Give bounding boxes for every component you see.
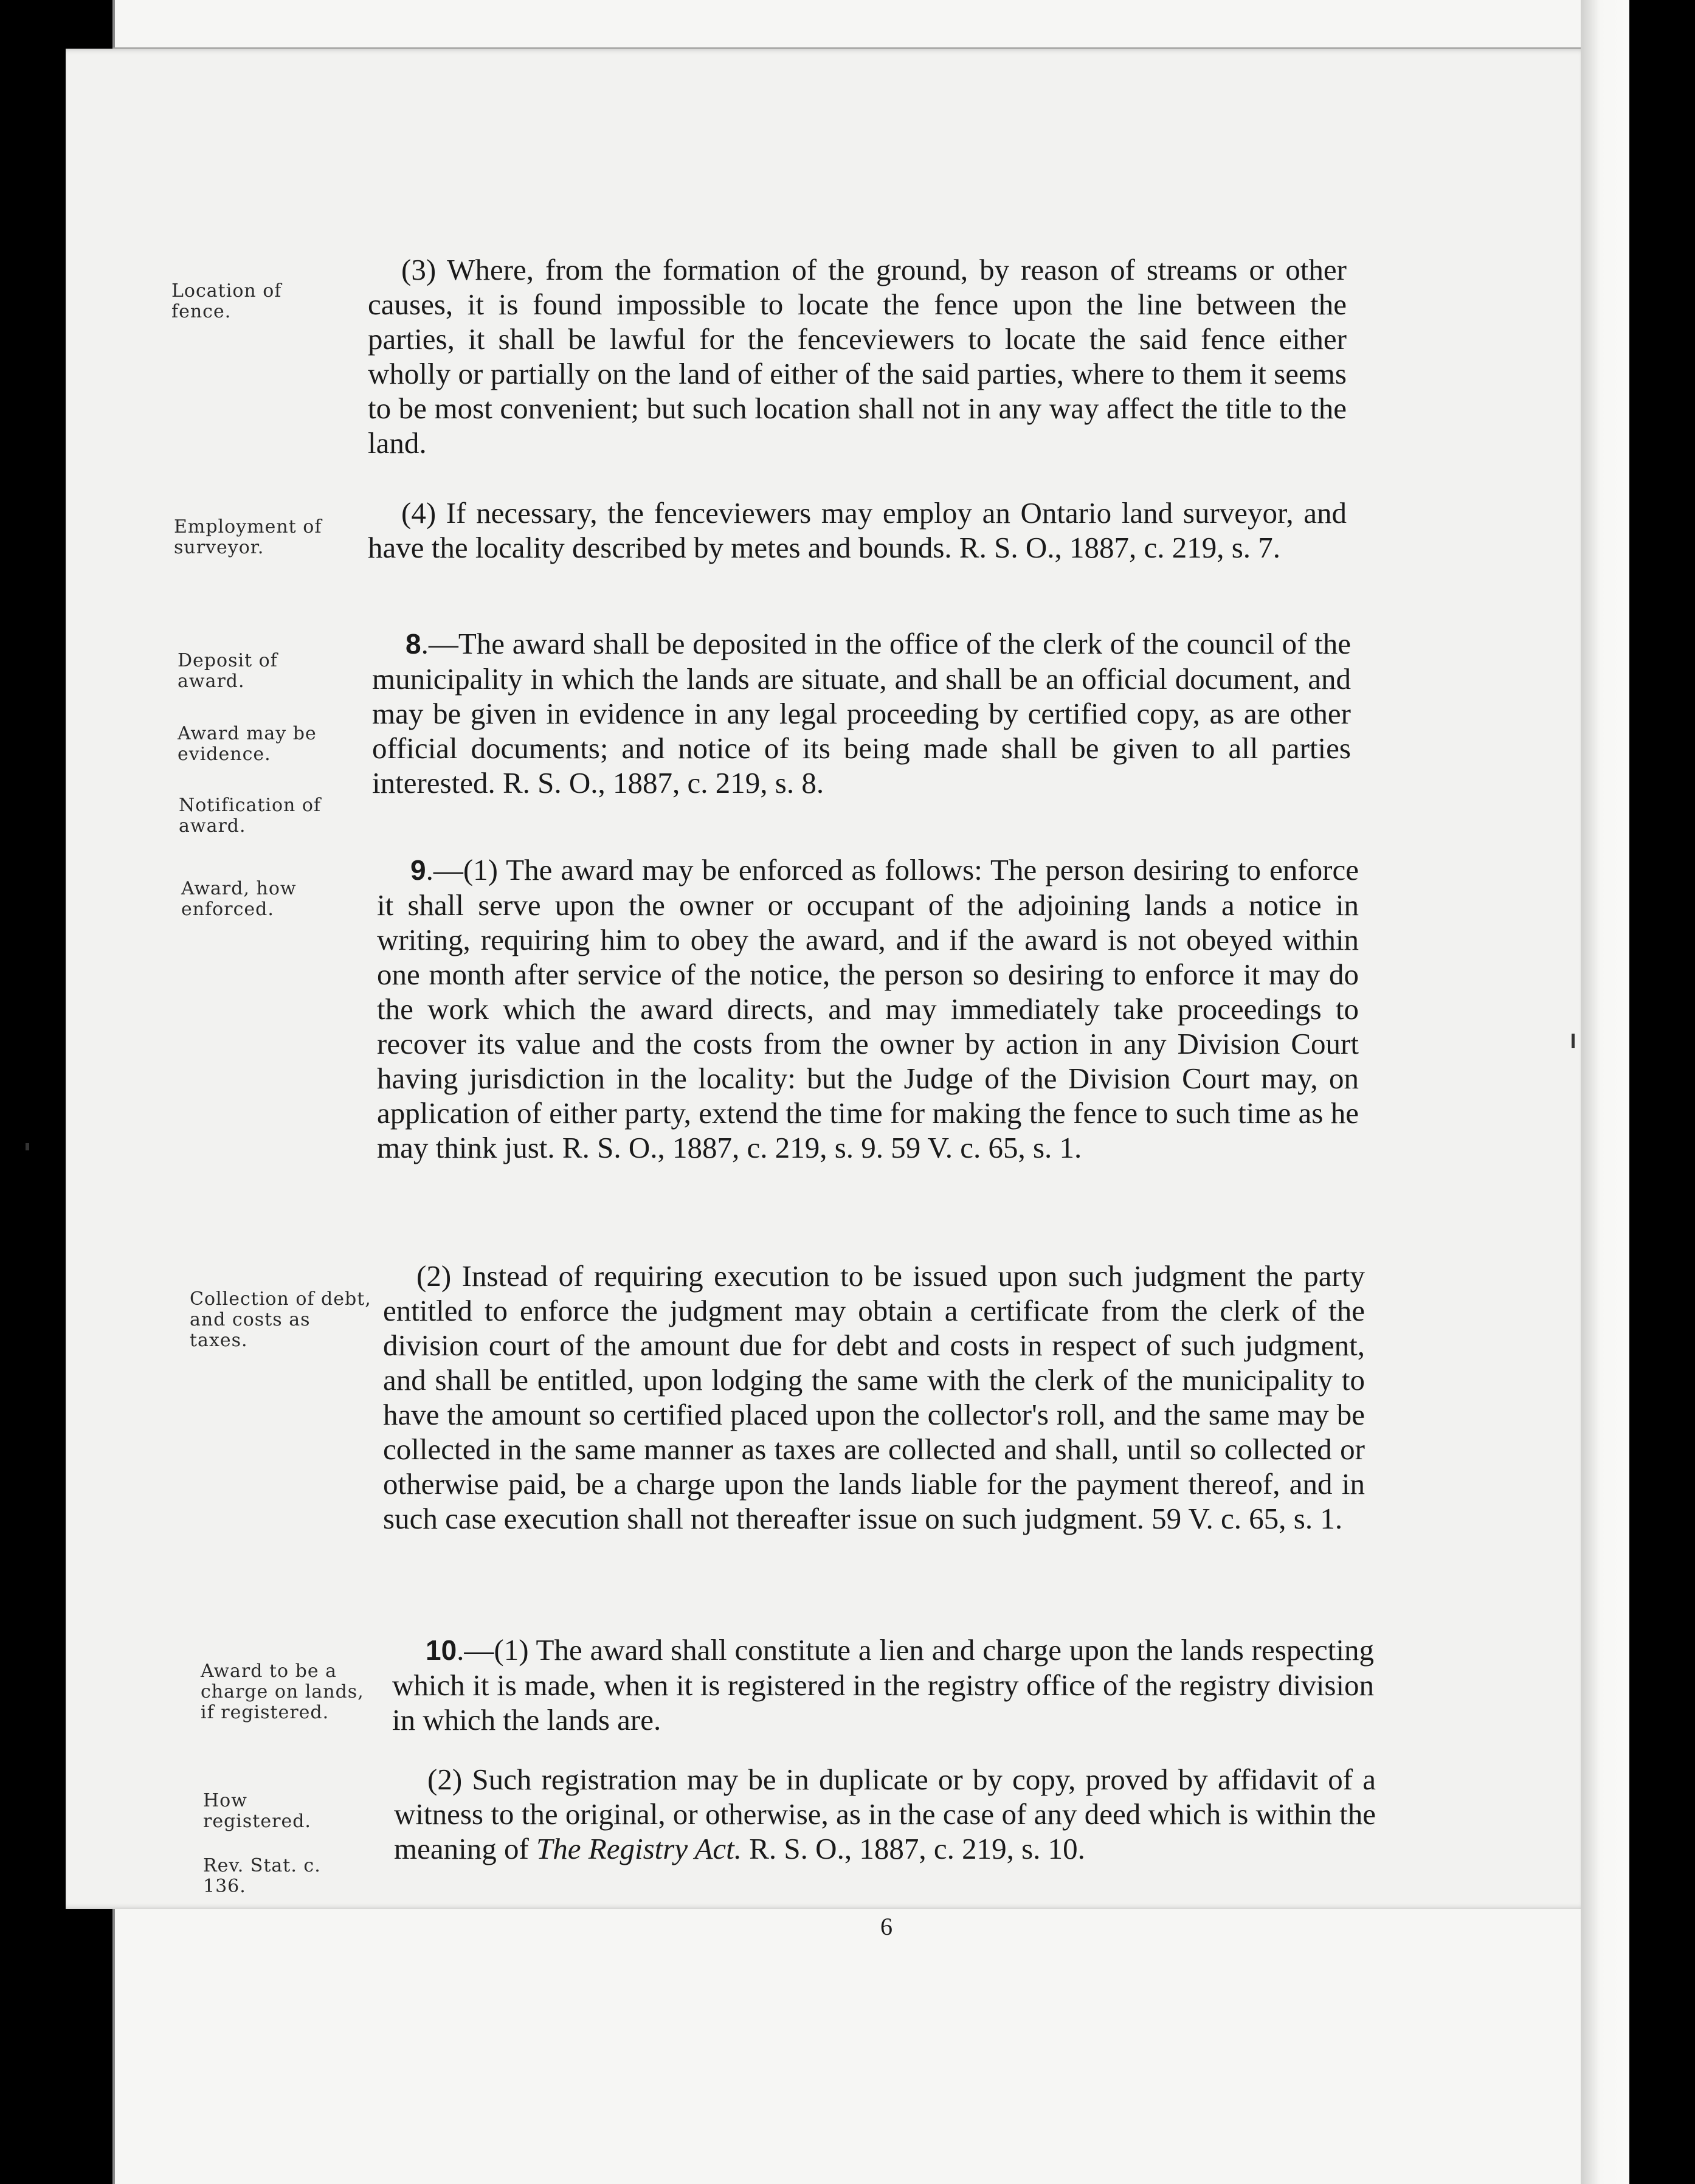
margin-note-collection-of-debt: Collection of debt, and costs as taxes.: [190, 1288, 371, 1351]
section-number-10: 10: [426, 1634, 457, 1666]
section-10-2: [394, 1762, 1376, 1866]
margin-note-award-evidence: Award may be evidence.: [178, 723, 317, 765]
section-10-2-citation: R. S. O., 1887, c. 219, s. 10.: [742, 1832, 1085, 1865]
section-9-text: .—(1) The award may be enforced as follows: The person desiring to enforce it shall serve upon the owner or occupant of the adjoining lands a notice in writing, requiring him to obey the award, and if the award is not obeyed within one month after service of the notice, the person so desiring to enforce it may do the work which the award directs, and may immediately take proceedings to recover its value and the costs from the owner by action in any Division Court having jurisdiction in the locality: but the Judge of the Division Court may, on application of either party, extend the time for making the fence to such time as he may think just. R. S. O., 1887, c. 219, s. 9. 59 V. c. 65, s. 1.: [377, 853, 1359, 1164]
scan-speck: [26, 1143, 29, 1150]
section-10: [392, 1633, 1374, 1737]
registry-act-title: The Registry Act.: [536, 1832, 742, 1865]
section-9-2: (2) Instead of requiring execution to be issued upon such judgment the party entitled to enforce the judgment may obtain a certificate from the clerk of the division court of the amount due for debt and costs in respect of such judgment, and shall be entitled, upon lodging the same with the clerk of the municipality to have the amount so certified placed upon the collector's roll, and the same may be collected in the same manner as taxes are collected and shall, until so collected or otherwise paid, be a charge upon the lands liable for the payment thereof, and in such case execution shall not thereafter issue on such judgment. 59 V. c. 65, s. 1.: [383, 1259, 1365, 1535]
margin-note-notification: Notification of award.: [179, 795, 322, 837]
scan-speck: [1572, 1034, 1575, 1048]
margin-note-how-registered: How registered.: [203, 1790, 311, 1832]
section-10-text: .—(1) The award shall constitute a lien and charge upon the lands respecting which it is made, when it is registered in the registry office of the registry division in which the lands are.: [392, 1633, 1374, 1736]
paragraph-3: (3) Where, from the formation of the ground, by reason of streams or other causes, it is found impossible to locate the fence upon the line between the parties, it shall be lawful for the fenceviewers to locate the said fence either wholly or partially on the land of either of the said parties, where to them it seems to be most convenient; but such location shall not in any way affect the title to the land.: [368, 253, 1347, 460]
margin-note-rev-stat: Rev. Stat. c. 136.: [203, 1855, 321, 1897]
margin-note-employment-of-surveyor: Employment of surveyor.: [174, 516, 322, 558]
section-10-2-text: (2) Such registration may be in duplicate or by copy, proved by affidavit of a witness to the original, or otherwise, as in the case of any deed which is within the meaning of: [394, 1763, 1376, 1865]
margin-note-location-of-fence: Location of fence.: [171, 280, 282, 322]
page-edge: [1581, 0, 1629, 2184]
margin-note-deposit-of-award: Deposit of award.: [178, 650, 278, 692]
paragraph-4: (4) If necessary, the fenceviewers may employ an Ontario land surveyor, and have the locality described by metes and bounds. R. S. O., 1887, c. 219, s. 7.: [368, 496, 1347, 564]
margin-note-award-charge: Award to be a charge on lands, if registered.: [201, 1660, 364, 1723]
section-8: [372, 626, 1351, 800]
section-9: [377, 852, 1359, 1165]
section-number-8: 8: [406, 628, 421, 660]
section-8-text: .—The award shall be deposited in the office of the clerk of the council of the municipality in which the lands are situate, and shall be an official document, and may be given in evidence in any legal proceeding by certified copy, as are other official documents; and notice of its being made shall be given to all parties interested. R. S. O., 1887, c. 219, s. 8.: [372, 627, 1351, 800]
page-number: 6: [880, 1913, 892, 1940]
margin-note-award-enforced: Award, how enforced.: [181, 878, 297, 920]
section-number-9: 9: [410, 854, 426, 886]
